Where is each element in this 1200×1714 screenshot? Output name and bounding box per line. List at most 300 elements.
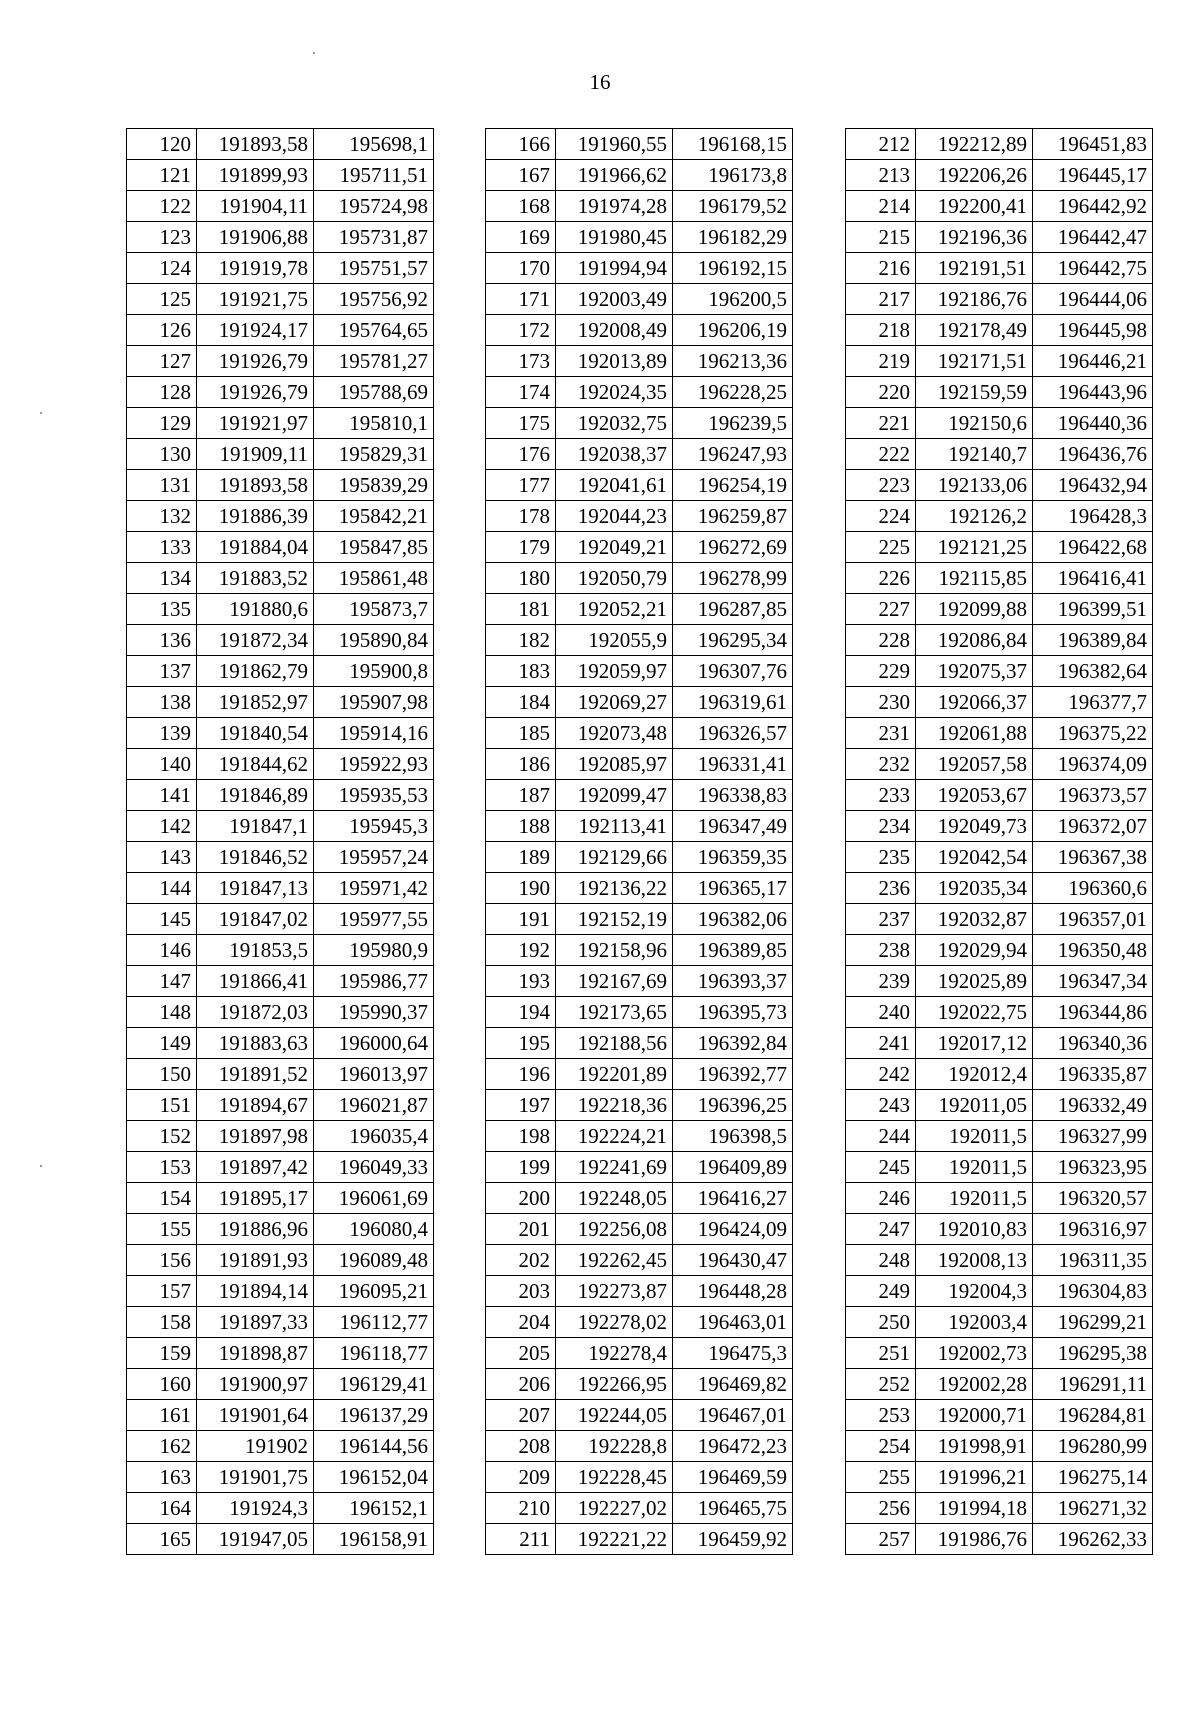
y-coordinate-cell: 196350,48 <box>1033 935 1153 966</box>
x-coordinate-cell: 192042,54 <box>916 842 1033 873</box>
y-coordinate-cell: 196158,91 <box>314 1524 434 1555</box>
table-row <box>486 1462 793 1493</box>
point-number-cell: 253 <box>846 1400 916 1431</box>
x-coordinate-cell: 192212,89 <box>916 129 1033 160</box>
table-row <box>486 532 793 563</box>
x-coordinate-cell: 192011,5 <box>916 1152 1033 1183</box>
point-number-cell: 223 <box>846 470 916 501</box>
point-number-cell: 257 <box>846 1524 916 1555</box>
y-coordinate-cell: 196393,37 <box>673 966 793 997</box>
x-coordinate-cell: 191847,02 <box>197 904 314 935</box>
point-number-cell: 149 <box>127 1028 197 1059</box>
y-coordinate-cell: 196228,25 <box>673 377 793 408</box>
point-number-cell: 177 <box>486 470 556 501</box>
point-number-cell: 206 <box>486 1369 556 1400</box>
table-row <box>846 160 1153 191</box>
x-coordinate-cell: 192032,87 <box>916 904 1033 935</box>
y-coordinate-cell: 196295,34 <box>673 625 793 656</box>
x-coordinate-cell: 192002,73 <box>916 1338 1033 1369</box>
y-coordinate-cell: 196152,04 <box>314 1462 434 1493</box>
x-coordinate-cell: 192158,96 <box>556 935 673 966</box>
point-number-cell: 132 <box>127 501 197 532</box>
y-coordinate-cell: 196304,83 <box>1033 1276 1153 1307</box>
x-coordinate-cell: 192041,61 <box>556 470 673 501</box>
x-coordinate-cell: 191846,89 <box>197 780 314 811</box>
table-row <box>127 1431 434 1462</box>
table-row <box>127 284 434 315</box>
x-coordinate-cell: 192099,88 <box>916 594 1033 625</box>
table-row <box>127 656 434 687</box>
point-number-cell: 121 <box>127 160 197 191</box>
x-coordinate-cell: 191926,79 <box>197 346 314 377</box>
y-coordinate-cell: 196275,14 <box>1033 1462 1153 1493</box>
table-row <box>127 1245 434 1276</box>
point-number-cell: 248 <box>846 1245 916 1276</box>
y-coordinate-cell: 196399,51 <box>1033 594 1153 625</box>
x-coordinate-cell: 192200,41 <box>916 191 1033 222</box>
table-row <box>846 1028 1153 1059</box>
y-coordinate-cell: 195873,7 <box>314 594 434 625</box>
table-row <box>486 718 793 749</box>
y-coordinate-cell: 196278,99 <box>673 563 793 594</box>
table-row <box>846 1493 1153 1524</box>
point-number-cell: 160 <box>127 1369 197 1400</box>
y-coordinate-cell: 196000,64 <box>314 1028 434 1059</box>
table-row <box>127 1369 434 1400</box>
y-coordinate-cell: 196254,19 <box>673 470 793 501</box>
y-coordinate-cell: 196280,99 <box>1033 1431 1153 1462</box>
x-coordinate-cell: 191847,1 <box>197 811 314 842</box>
x-coordinate-cell: 192115,85 <box>916 563 1033 594</box>
point-number-cell: 123 <box>127 222 197 253</box>
y-coordinate-cell: 196430,47 <box>673 1245 793 1276</box>
y-coordinate-cell: 196469,82 <box>673 1369 793 1400</box>
x-coordinate-cell: 191872,03 <box>197 997 314 1028</box>
table-row <box>846 315 1153 346</box>
x-coordinate-cell: 191998,91 <box>916 1431 1033 1462</box>
point-number-cell: 238 <box>846 935 916 966</box>
y-coordinate-cell: 196192,15 <box>673 253 793 284</box>
table-row <box>846 191 1153 222</box>
point-number-cell: 229 <box>846 656 916 687</box>
table-row <box>486 129 793 160</box>
table-row <box>486 749 793 780</box>
point-number-cell: 183 <box>486 656 556 687</box>
table-row <box>486 966 793 997</box>
x-coordinate-cell: 192004,3 <box>916 1276 1033 1307</box>
x-coordinate-cell: 192191,51 <box>916 253 1033 284</box>
x-coordinate-cell: 191894,67 <box>197 1090 314 1121</box>
x-coordinate-cell: 192196,36 <box>916 222 1033 253</box>
x-coordinate-cell: 192003,4 <box>916 1307 1033 1338</box>
y-coordinate-cell: 196049,33 <box>314 1152 434 1183</box>
point-number-cell: 205 <box>486 1338 556 1369</box>
y-coordinate-cell: 196340,36 <box>1033 1028 1153 1059</box>
x-coordinate-cell: 192024,35 <box>556 377 673 408</box>
x-coordinate-cell: 191897,42 <box>197 1152 314 1183</box>
x-coordinate-cell: 192000,71 <box>916 1400 1033 1431</box>
y-coordinate-cell: 196206,19 <box>673 315 793 346</box>
point-number-cell: 157 <box>127 1276 197 1307</box>
table-row <box>127 1059 434 1090</box>
table-row <box>846 594 1153 625</box>
x-coordinate-cell: 192061,88 <box>916 718 1033 749</box>
y-coordinate-cell: 196444,06 <box>1033 284 1153 315</box>
x-coordinate-cell: 191901,64 <box>197 1400 314 1431</box>
y-coordinate-cell: 196179,52 <box>673 191 793 222</box>
y-coordinate-cell: 196080,4 <box>314 1214 434 1245</box>
table-row <box>486 470 793 501</box>
point-number-cell: 172 <box>486 315 556 346</box>
y-coordinate-cell: 196432,94 <box>1033 470 1153 501</box>
point-number-cell: 254 <box>846 1431 916 1462</box>
x-coordinate-cell: 192052,21 <box>556 594 673 625</box>
y-coordinate-cell: 196360,6 <box>1033 873 1153 904</box>
table-row <box>127 780 434 811</box>
y-coordinate-cell: 195810,1 <box>314 408 434 439</box>
point-number-cell: 137 <box>127 656 197 687</box>
y-coordinate-cell: 196398,5 <box>673 1121 793 1152</box>
x-coordinate-cell: 192227,02 <box>556 1493 673 1524</box>
y-coordinate-cell: 196332,49 <box>1033 1090 1153 1121</box>
point-number-cell: 250 <box>846 1307 916 1338</box>
point-number-cell: 226 <box>846 563 916 594</box>
y-coordinate-cell: 196359,35 <box>673 842 793 873</box>
x-coordinate-cell: 191904,11 <box>197 191 314 222</box>
y-coordinate-cell: 196295,38 <box>1033 1338 1153 1369</box>
table-row <box>846 904 1153 935</box>
table-row <box>127 749 434 780</box>
x-coordinate-cell: 192201,89 <box>556 1059 673 1090</box>
table-row <box>486 1493 793 1524</box>
table-row <box>846 1090 1153 1121</box>
point-number-cell: 170 <box>486 253 556 284</box>
y-coordinate-cell: 196442,75 <box>1033 253 1153 284</box>
x-coordinate-cell: 192221,22 <box>556 1524 673 1555</box>
y-coordinate-cell: 196428,3 <box>1033 501 1153 532</box>
y-coordinate-cell: 195907,98 <box>314 687 434 718</box>
y-coordinate-cell: 196284,81 <box>1033 1400 1153 1431</box>
x-coordinate-cell: 191840,54 <box>197 718 314 749</box>
y-coordinate-cell: 195842,21 <box>314 501 434 532</box>
table-row <box>846 1307 1153 1338</box>
table-row <box>127 1524 434 1555</box>
x-coordinate-cell: 192022,75 <box>916 997 1033 1028</box>
x-coordinate-cell: 191853,5 <box>197 935 314 966</box>
y-coordinate-cell: 196440,36 <box>1033 408 1153 439</box>
y-coordinate-cell: 196372,07 <box>1033 811 1153 842</box>
point-number-cell: 209 <box>486 1462 556 1493</box>
point-number-cell: 140 <box>127 749 197 780</box>
y-coordinate-cell: 196323,95 <box>1033 1152 1153 1183</box>
table-row <box>846 718 1153 749</box>
x-coordinate-cell: 191960,55 <box>556 129 673 160</box>
point-number-cell: 162 <box>127 1431 197 1462</box>
point-number-cell: 242 <box>846 1059 916 1090</box>
point-number-cell: 139 <box>127 718 197 749</box>
y-coordinate-cell: 196182,29 <box>673 222 793 253</box>
x-coordinate-cell: 192050,79 <box>556 563 673 594</box>
y-coordinate-cell: 196272,69 <box>673 532 793 563</box>
y-coordinate-cell: 196475,3 <box>673 1338 793 1369</box>
table-row <box>486 997 793 1028</box>
y-coordinate-cell: 195724,98 <box>314 191 434 222</box>
y-coordinate-cell: 195935,53 <box>314 780 434 811</box>
point-number-cell: 141 <box>127 780 197 811</box>
y-coordinate-cell: 196089,48 <box>314 1245 434 1276</box>
x-coordinate-cell: 192011,5 <box>916 1121 1033 1152</box>
y-coordinate-cell: 195945,3 <box>314 811 434 842</box>
y-coordinate-cell: 196409,89 <box>673 1152 793 1183</box>
table-row <box>486 346 793 377</box>
point-number-cell: 158 <box>127 1307 197 1338</box>
y-coordinate-cell: 196173,8 <box>673 160 793 191</box>
y-coordinate-cell: 196311,35 <box>1033 1245 1153 1276</box>
point-number-cell: 144 <box>127 873 197 904</box>
point-number-cell: 199 <box>486 1152 556 1183</box>
x-coordinate-cell: 192241,69 <box>556 1152 673 1183</box>
table-row <box>127 842 434 873</box>
point-number-cell: 251 <box>846 1338 916 1369</box>
x-coordinate-cell: 191894,14 <box>197 1276 314 1307</box>
x-coordinate-cell: 192171,51 <box>916 346 1033 377</box>
y-coordinate-cell: 196152,1 <box>314 1493 434 1524</box>
point-number-cell: 127 <box>127 346 197 377</box>
point-number-cell: 249 <box>846 1276 916 1307</box>
y-coordinate-cell: 196213,36 <box>673 346 793 377</box>
table-row <box>127 997 434 1028</box>
y-coordinate-cell: 196467,01 <box>673 1400 793 1431</box>
x-coordinate-cell: 191966,62 <box>556 160 673 191</box>
table-row <box>486 842 793 873</box>
point-number-cell: 232 <box>846 749 916 780</box>
y-coordinate-cell: 196469,59 <box>673 1462 793 1493</box>
y-coordinate-cell: 196271,32 <box>1033 1493 1153 1524</box>
point-number-cell: 213 <box>846 160 916 191</box>
point-number-cell: 186 <box>486 749 556 780</box>
y-coordinate-cell: 195788,69 <box>314 377 434 408</box>
table-row <box>846 1400 1153 1431</box>
point-number-cell: 193 <box>486 966 556 997</box>
point-number-cell: 165 <box>127 1524 197 1555</box>
coordinates-table-3 <box>845 128 1153 1555</box>
table-row <box>486 253 793 284</box>
point-number-cell: 201 <box>486 1214 556 1245</box>
y-coordinate-cell: 195922,93 <box>314 749 434 780</box>
y-coordinate-cell: 195861,48 <box>314 563 434 594</box>
point-number-cell: 215 <box>846 222 916 253</box>
point-number-cell: 181 <box>486 594 556 625</box>
point-number-cell: 173 <box>486 346 556 377</box>
y-coordinate-cell: 195829,31 <box>314 439 434 470</box>
x-coordinate-cell: 192085,97 <box>556 749 673 780</box>
table-row <box>127 1493 434 1524</box>
point-number-cell: 210 <box>486 1493 556 1524</box>
table-row <box>846 253 1153 284</box>
point-number-cell: 159 <box>127 1338 197 1369</box>
table-row <box>486 594 793 625</box>
table-row <box>486 811 793 842</box>
table-row <box>127 1121 434 1152</box>
table-row <box>846 284 1153 315</box>
table-row <box>846 501 1153 532</box>
table-row <box>486 1183 793 1214</box>
table-row <box>846 470 1153 501</box>
point-number-cell: 147 <box>127 966 197 997</box>
table-row <box>486 935 793 966</box>
x-coordinate-cell: 192011,5 <box>916 1183 1033 1214</box>
y-coordinate-cell: 196327,99 <box>1033 1121 1153 1152</box>
point-number-cell: 145 <box>127 904 197 935</box>
x-coordinate-cell: 191906,88 <box>197 222 314 253</box>
x-coordinate-cell: 192075,37 <box>916 656 1033 687</box>
point-number-cell: 203 <box>486 1276 556 1307</box>
table-row <box>486 563 793 594</box>
table-row <box>486 873 793 904</box>
table-row <box>486 904 793 935</box>
x-coordinate-cell: 192167,69 <box>556 966 673 997</box>
point-number-cell: 133 <box>127 532 197 563</box>
y-coordinate-cell: 196395,73 <box>673 997 793 1028</box>
point-number-cell: 189 <box>486 842 556 873</box>
y-coordinate-cell: 196389,84 <box>1033 625 1153 656</box>
table-row <box>127 1462 434 1493</box>
scan-speck <box>40 1165 42 1167</box>
x-coordinate-cell: 192248,05 <box>556 1183 673 1214</box>
table-row <box>846 1059 1153 1090</box>
point-number-cell: 246 <box>846 1183 916 1214</box>
y-coordinate-cell: 196463,01 <box>673 1307 793 1338</box>
table-row <box>486 1400 793 1431</box>
table-row <box>127 191 434 222</box>
coordinates-table-1 <box>126 128 434 1555</box>
point-number-cell: 194 <box>486 997 556 1028</box>
y-coordinate-cell: 196061,69 <box>314 1183 434 1214</box>
table-row <box>486 1121 793 1152</box>
point-number-cell: 174 <box>486 377 556 408</box>
y-coordinate-cell: 196422,68 <box>1033 532 1153 563</box>
point-number-cell: 122 <box>127 191 197 222</box>
x-coordinate-cell: 191909,11 <box>197 439 314 470</box>
x-coordinate-cell: 192136,22 <box>556 873 673 904</box>
table-row <box>127 718 434 749</box>
table-row <box>127 470 434 501</box>
x-coordinate-cell: 191900,97 <box>197 1369 314 1400</box>
point-number-cell: 180 <box>486 563 556 594</box>
table-row <box>127 1028 434 1059</box>
x-coordinate-cell: 191897,33 <box>197 1307 314 1338</box>
x-coordinate-cell: 192173,65 <box>556 997 673 1028</box>
x-coordinate-cell: 192256,08 <box>556 1214 673 1245</box>
y-coordinate-cell: 195731,87 <box>314 222 434 253</box>
y-coordinate-cell: 196021,87 <box>314 1090 434 1121</box>
table-row <box>846 346 1153 377</box>
x-coordinate-cell: 192053,67 <box>916 780 1033 811</box>
table-row <box>127 625 434 656</box>
point-number-cell: 128 <box>127 377 197 408</box>
point-number-cell: 221 <box>846 408 916 439</box>
x-coordinate-cell: 191926,79 <box>197 377 314 408</box>
x-coordinate-cell: 192035,34 <box>916 873 1033 904</box>
table-row <box>127 501 434 532</box>
table-row <box>127 346 434 377</box>
y-coordinate-cell: 195957,24 <box>314 842 434 873</box>
table-row <box>846 1245 1153 1276</box>
x-coordinate-cell: 191980,45 <box>556 222 673 253</box>
x-coordinate-cell: 192278,02 <box>556 1307 673 1338</box>
x-coordinate-cell: 191891,52 <box>197 1059 314 1090</box>
point-number-cell: 120 <box>127 129 197 160</box>
table-row <box>846 780 1153 811</box>
x-coordinate-cell: 191847,13 <box>197 873 314 904</box>
table-row <box>846 1524 1153 1555</box>
table-row <box>846 563 1153 594</box>
table-row <box>127 594 434 625</box>
table-row <box>846 749 1153 780</box>
table-row <box>846 439 1153 470</box>
y-coordinate-cell: 196367,38 <box>1033 842 1153 873</box>
x-coordinate-cell: 192228,8 <box>556 1431 673 1462</box>
x-coordinate-cell: 191884,04 <box>197 532 314 563</box>
table-row <box>486 408 793 439</box>
point-number-cell: 175 <box>486 408 556 439</box>
y-coordinate-cell: 196374,09 <box>1033 749 1153 780</box>
table-row <box>127 222 434 253</box>
x-coordinate-cell: 192069,27 <box>556 687 673 718</box>
x-coordinate-cell: 191886,39 <box>197 501 314 532</box>
y-coordinate-cell: 195980,9 <box>314 935 434 966</box>
table-row <box>127 1183 434 1214</box>
point-number-cell: 143 <box>127 842 197 873</box>
point-number-cell: 146 <box>127 935 197 966</box>
x-coordinate-cell: 192008,49 <box>556 315 673 346</box>
table-row <box>127 1276 434 1307</box>
x-coordinate-cell: 191846,52 <box>197 842 314 873</box>
point-number-cell: 190 <box>486 873 556 904</box>
x-coordinate-cell: 191893,58 <box>197 470 314 501</box>
y-coordinate-cell: 196445,98 <box>1033 315 1153 346</box>
point-number-cell: 235 <box>846 842 916 873</box>
table-row <box>486 439 793 470</box>
x-coordinate-cell: 191924,17 <box>197 315 314 346</box>
point-number-cell: 179 <box>486 532 556 563</box>
table-row <box>127 811 434 842</box>
table-row <box>486 780 793 811</box>
table-row <box>846 687 1153 718</box>
y-coordinate-cell: 196326,57 <box>673 718 793 749</box>
point-number-cell: 252 <box>846 1369 916 1400</box>
x-coordinate-cell: 192113,41 <box>556 811 673 842</box>
point-number-cell: 234 <box>846 811 916 842</box>
point-number-cell: 222 <box>846 439 916 470</box>
x-coordinate-cell: 192188,56 <box>556 1028 673 1059</box>
x-coordinate-cell: 192057,58 <box>916 749 1033 780</box>
table-row <box>486 1369 793 1400</box>
x-coordinate-cell: 191994,94 <box>556 253 673 284</box>
y-coordinate-cell: 196247,93 <box>673 439 793 470</box>
table-row <box>127 1400 434 1431</box>
point-number-cell: 131 <box>127 470 197 501</box>
x-coordinate-cell: 192178,49 <box>916 315 1033 346</box>
point-number-cell: 198 <box>486 1121 556 1152</box>
y-coordinate-cell: 196129,41 <box>314 1369 434 1400</box>
point-number-cell: 255 <box>846 1462 916 1493</box>
point-number-cell: 168 <box>486 191 556 222</box>
point-number-cell: 240 <box>846 997 916 1028</box>
x-coordinate-cell: 192002,28 <box>916 1369 1033 1400</box>
table-row <box>486 1245 793 1276</box>
point-number-cell: 182 <box>486 625 556 656</box>
